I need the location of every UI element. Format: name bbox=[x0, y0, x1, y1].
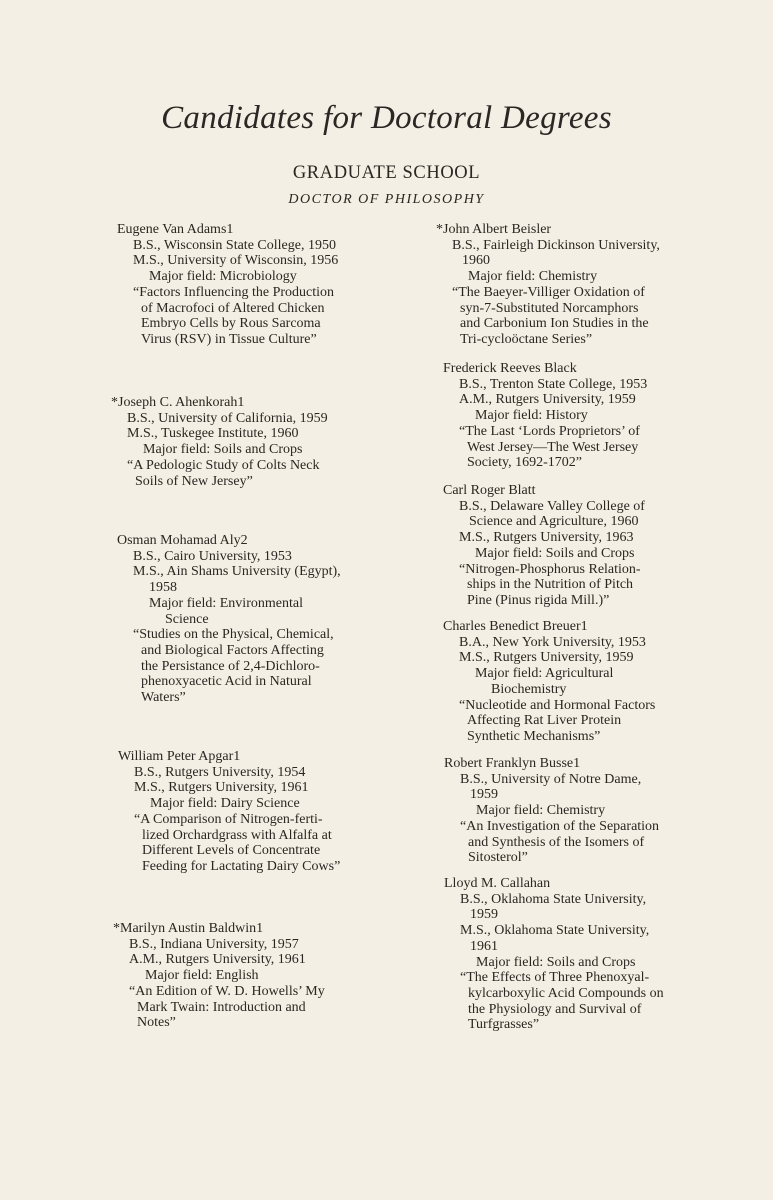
degree-line: B.S., Wisconsin State College, 1950 bbox=[133, 237, 336, 253]
major-field: Major field: Agricultural bbox=[475, 666, 614, 682]
thesis-line: phenoxyacetic Acid in Natural bbox=[141, 674, 312, 690]
candidate-name: Lloyd M. Callahan bbox=[444, 876, 551, 891]
thesis-line: the Physiology and Survival of bbox=[468, 1001, 642, 1017]
candidate-name: Osman Mohamad Aly2 bbox=[117, 533, 248, 548]
degree-line: B.S., Cairo University, 1953 bbox=[133, 548, 292, 564]
thesis-line: ships in the Nutrition of Pitch bbox=[467, 577, 634, 593]
major-field: Major field: English bbox=[145, 968, 259, 984]
candidate-entry bbox=[443, 619, 733, 745]
thesis-line: Notes” bbox=[137, 1015, 176, 1031]
candidate-entry bbox=[118, 749, 398, 875]
thesis-line: and Carbonium Ion Studies in the bbox=[460, 316, 649, 332]
major-field: Major field: Environmental bbox=[149, 595, 303, 611]
major-field: Major field: Soils and Crops bbox=[475, 545, 635, 561]
degree-line: A.M., Rutgers University, 1959 bbox=[459, 392, 636, 408]
degree-line: B.S., Delaware Valley College of bbox=[459, 498, 645, 514]
major-field: Major field: History bbox=[475, 408, 588, 424]
major-field: Major field: Soils and Crops bbox=[476, 954, 636, 970]
candidate-name: Eugene Van Adams1 bbox=[117, 222, 234, 237]
candidate-entry bbox=[443, 483, 733, 609]
school-heading: GRADUATE SCHOOL bbox=[292, 163, 481, 183]
thesis-line: “An Investigation of the Separation bbox=[460, 818, 660, 834]
page-title: Candidates for Doctoral Degrees bbox=[161, 100, 612, 136]
thesis-line: Pine (Pinus rigida Mill.)” bbox=[467, 592, 610, 608]
major-field: Major field: Microbiology bbox=[149, 269, 297, 285]
degree-line: M.S., University of Wisconsin, 1956 bbox=[133, 253, 339, 269]
degree-line: Science and Agriculture, 1960 bbox=[469, 514, 639, 530]
thesis-line: Embryo Cells by Rous Sarcoma bbox=[141, 316, 321, 332]
thesis-line: Turfgrasses” bbox=[468, 1017, 540, 1033]
candidate-name: Frederick Reeves Black bbox=[443, 361, 577, 376]
thesis-line: “The Baeyer-Villiger Oxidation of bbox=[452, 284, 645, 300]
thesis-line: “Nitrogen-Phosphorus Relation- bbox=[459, 561, 641, 577]
thesis-line: “A Comparison of Nitrogen-ferti- bbox=[134, 811, 323, 827]
degree-line: B.S., Oklahoma State University, bbox=[460, 891, 647, 907]
degree-heading: DOCTOR OF PHILOSOPHY bbox=[288, 192, 485, 207]
degree-line: B.S., University of Notre Dame, bbox=[460, 771, 642, 787]
thesis-line: Virus (RSV) in Tissue Culture” bbox=[141, 331, 317, 347]
thesis-line: the Persistance of 2,4-Dichloro- bbox=[141, 658, 320, 674]
thesis-line: Soils of New Jersey” bbox=[135, 473, 253, 489]
major-field: Major field: Chemistry bbox=[476, 803, 606, 819]
degree-line: 1961 bbox=[470, 938, 498, 954]
candidate-name: *Marilyn Austin Baldwin1 bbox=[113, 921, 264, 936]
candidate-entry bbox=[113, 921, 393, 1031]
candidate-entry bbox=[111, 395, 391, 489]
major-field: Biochemistry bbox=[491, 681, 567, 697]
degree-line: B.S., University of California, 1959 bbox=[127, 410, 328, 426]
candidate-name: William Peter Apgar1 bbox=[118, 749, 241, 764]
thesis-line: Tri-cycloöctane Series” bbox=[460, 331, 593, 347]
thesis-line: “The Effects of Three Phenoxyal- bbox=[460, 970, 650, 986]
degree-line: 1958 bbox=[149, 580, 177, 596]
thesis-line: syn-7-Substituted Norcamphors bbox=[460, 300, 639, 316]
candidate-name: Robert Franklyn Busse1 bbox=[444, 756, 581, 771]
thesis-line: Different Levels of Concentrate bbox=[142, 843, 321, 859]
candidate-name: *Joseph C. Ahenkorah1 bbox=[111, 395, 245, 410]
degree-line: M.S., Tuskegee Institute, 1960 bbox=[127, 426, 299, 442]
degree-line: M.S., Rutgers University, 1961 bbox=[134, 780, 309, 796]
degree-line: M.S., Rutgers University, 1963 bbox=[459, 530, 634, 546]
candidate-entry bbox=[436, 222, 726, 348]
candidate-entry bbox=[117, 222, 397, 348]
candidate-entry bbox=[443, 361, 733, 471]
thesis-line: “Nucleotide and Hormonal Factors bbox=[459, 697, 656, 713]
thesis-line: Society, 1692-1702” bbox=[467, 455, 582, 471]
degree-line: M.S., Rutgers University, 1959 bbox=[459, 650, 634, 666]
thesis-line: Waters” bbox=[141, 690, 186, 706]
candidate-name: Carl Roger Blatt bbox=[443, 483, 536, 498]
thesis-line: Affecting Rat Liver Protein bbox=[467, 713, 622, 729]
degree-line: B.S., Rutgers University, 1954 bbox=[134, 764, 306, 780]
degree-line: B.A., New York University, 1953 bbox=[459, 634, 646, 650]
thesis-line: “A Pedologic Study of Colts Neck bbox=[127, 457, 320, 473]
thesis-line: “Factors Influencing the Production bbox=[133, 284, 335, 300]
major-field: Major field: Dairy Science bbox=[150, 796, 300, 812]
thesis-line: Sitosterol” bbox=[468, 850, 528, 866]
thesis-line: “An Edition of W. D. Howells’ My bbox=[129, 983, 325, 999]
thesis-line: lized Orchardgrass with Alfalfa at bbox=[142, 827, 332, 843]
candidate-name: *John Albert Beisler bbox=[436, 222, 552, 237]
major-field: Major field: Soils and Crops bbox=[143, 442, 303, 458]
degree-line: 1960 bbox=[462, 253, 490, 269]
degree-line: M.S., Ain Shams University (Egypt), bbox=[133, 564, 341, 580]
candidate-name: Charles Benedict Breuer1 bbox=[443, 619, 588, 634]
candidate-entry bbox=[444, 876, 734, 1033]
candidate-entry bbox=[117, 533, 397, 706]
degree-line: A.M., Rutgers University, 1961 bbox=[129, 952, 306, 968]
thesis-line: kylcarboxylic Acid Compounds on bbox=[468, 985, 664, 1001]
candidate-entry bbox=[444, 756, 734, 866]
thesis-line: West Jersey—The West Jersey bbox=[467, 439, 639, 455]
degree-line: B.S., Fairleigh Dickinson University, bbox=[452, 237, 660, 253]
thesis-line: Feeding for Lactating Dairy Cows” bbox=[142, 858, 341, 874]
degree-line: B.S., Indiana University, 1957 bbox=[129, 936, 299, 952]
degree-line: 1959 bbox=[470, 787, 498, 803]
thesis-line: and Synthesis of the Isomers of bbox=[468, 834, 645, 850]
major-field: Major field: Chemistry bbox=[468, 269, 598, 285]
thesis-line: Synthetic Mechanisms” bbox=[467, 728, 601, 744]
degree-line: M.S., Oklahoma State University, bbox=[460, 923, 650, 939]
major-field: Science bbox=[165, 611, 209, 627]
thesis-line: of Macrofoci of Altered Chicken bbox=[141, 300, 325, 316]
thesis-line: and Biological Factors Affecting bbox=[141, 642, 324, 658]
degree-line: B.S., Trenton State College, 1953 bbox=[459, 376, 648, 392]
thesis-line: “Studies on the Physical, Chemical, bbox=[133, 627, 334, 643]
thesis-line: “The Last ‘Lords Proprietors’ of bbox=[459, 423, 640, 439]
thesis-line: Mark Twain: Introduction and bbox=[137, 999, 306, 1015]
degree-line: 1959 bbox=[470, 907, 498, 923]
